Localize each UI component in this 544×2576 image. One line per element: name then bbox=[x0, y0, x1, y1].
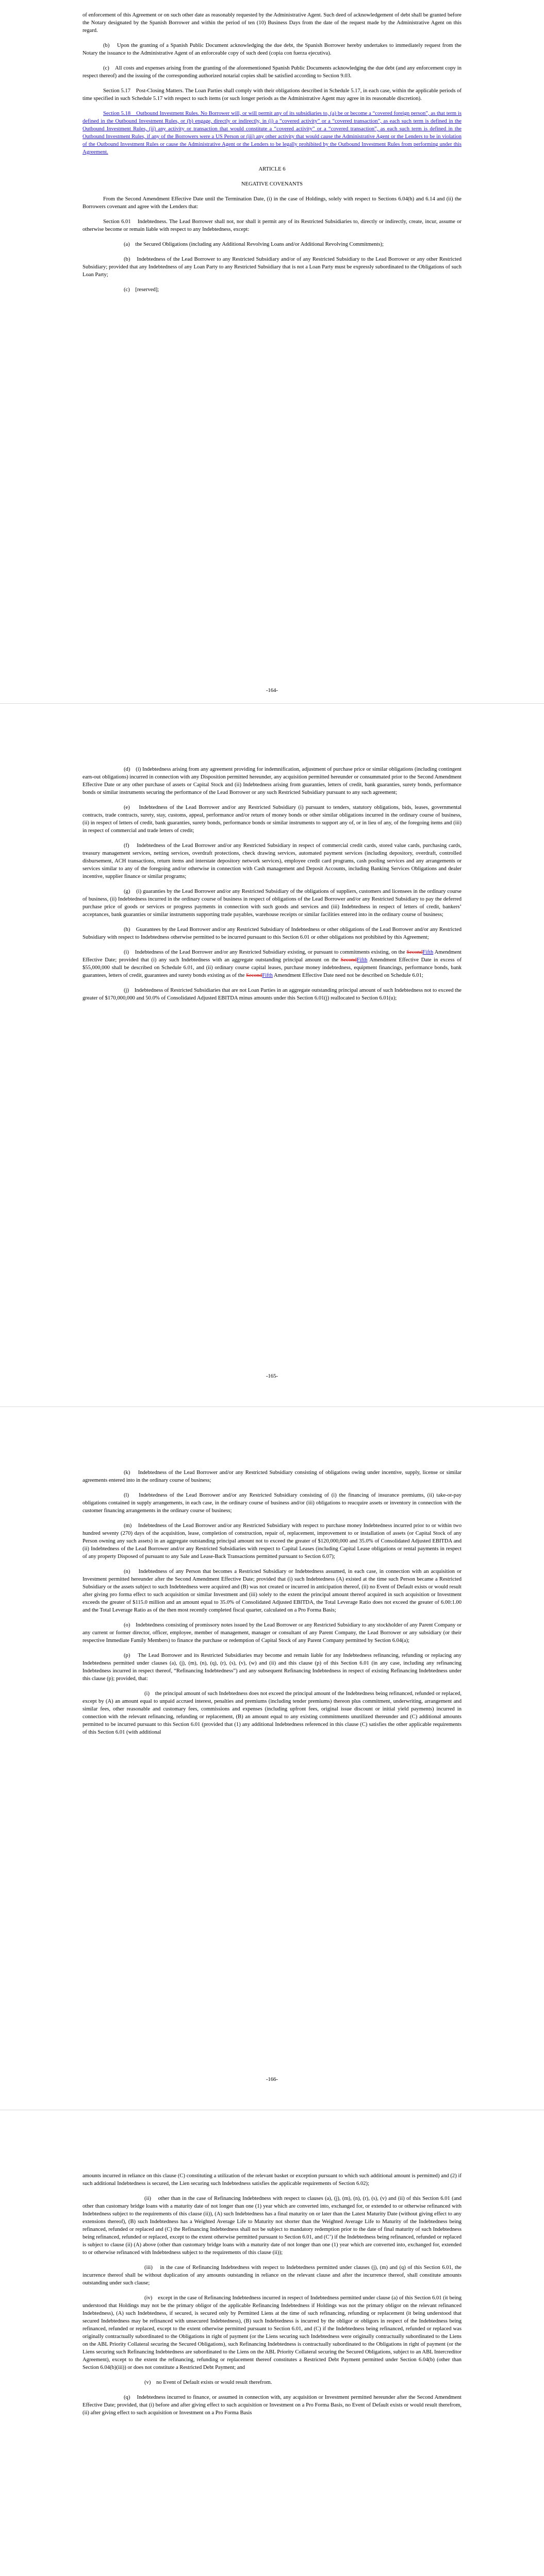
clause-6-01-p-v: (v) no Event of Default exists or would result therefrom. bbox=[144, 2380, 272, 2385]
section-5-17: Section 5.17 Post-Closing Matters. The Loan Parties shall comply with their obligations described in Schedule 5.17, in each case, within the applicable periods of time specified in such Schedule 5.17 with respect to such items (or such longer periods as the Administrative Agent may agree in its reasonable discretion). bbox=[83, 88, 461, 101]
clause-6-01-c: (c) [reserved]; bbox=[124, 287, 159, 293]
paragraph-b: (b) Upon the granting of a Spanish Public Document acknowledging the due debt, the Spanish Borrower hereby undertakes to immediately request from the Notary the issuance to the Administrative Agent of an enforceable copy of such deed (copia con fuerza ejecutiva). bbox=[83, 43, 461, 56]
clause-6-01-a: (a) the Secured Obligations (including any Additional Revolving Loans and/or Additional Revolving Commitments); bbox=[124, 242, 384, 247]
clause-6-01-p-i: (i) the principal amount of such Indebtedness does not exceed the principal amount of the Indebtedness being refinanced, refunded or replaced, except by (A) an amount equal to unpaid accrued interest, penalties and premiums (including tender premiums) thereon plus commitment, underwriting, arrangement and similar fees, other reasonable and customary fees, commissions and expenses (including upfront fees, original issue discount or initial yield payments) incurred in connection with the relevant refinancing, refunding or replacement, (B) an amount equal to any existing commitments unutilized thereunder and (C) additional amounts permitted to be incurred pursuant to this Section 6.01 (provided that (1) any additional Indebtedness referenced in this clause (C) satisfies the other applicable requirements of this Section 6.01 (with additional bbox=[83, 1691, 461, 1735]
article-heading: ARTICLE 6 bbox=[258, 166, 286, 172]
clause-6-01-l: (l) Indebtedness of the Lead Borrower and/or any Restricted Subsidiary consisting of (i) the financing of insurance premiums, (ii) take-or-pay obligations contained in supply arrangements, in each case, in the ordinary course of business and/or (iii) obligations to reacquire assets or inventory in connection with the customer financing arrangements in the ordinary course of business; bbox=[83, 1493, 461, 1514]
page-number: -164- bbox=[266, 688, 278, 693]
paragraph-deed-acknowledgement: of enforcement of this Agreement or on such other date as reasonably requested by the Administrative Agent. Such deed of acknowledgement of debt shall be granted before the Notary designated by the Spanish Borrower and within the period of ten (10) Business Days from the date of the request made by the Administrative Agent on this regard. bbox=[83, 12, 461, 33]
inserted-text: Fifth bbox=[262, 973, 273, 978]
clause-6-01-e: (e) Indebtedness of the Lead Borrower and/or any Restricted Subsidiary (i) pursuant to tenders, statutory obligations, bids, leases, governmental contracts, trade contracts, surety, stay, customs, appeal, performance and/or return of money bonds or other similar obligations incurred in the ordinary course of business, (ii) in respect of letters of credit, bank guaranties, surety bonds, performance bonds or similar instruments to support any of, or in lieu of any, of the foregoing items and (iii) in respect of commercial and trade letters of credit; bbox=[83, 805, 461, 834]
clause-6-01-o: (o) Indebtedness consisting of promissory notes issued by the Lead Borrower or any Restricted Subsidiary to any stockholder of any Parent Company or any current or former director, officer, employee, member of management, manager or consultant of any Parent Company, the Lead Borrower or any subsidiary (or their respective Immediate Family Members) to finance the purchase or redemption of Capital Stock of any Parent Company permitted by Section 6.04(a); bbox=[83, 1622, 461, 1643]
deleted-text: Second bbox=[246, 973, 262, 978]
clause-6-01-h: (h) Guarantees by the Lead Borrower and/or any Restricted Subsidiary of Indebtedness or other obligations of the Lead Borrower and/or any Restricted Subsidiary with respect to Indebtedness otherwise permitted to be incurred pursuant to this Section 6.01 or other obligations not prohibited by this Agreement; bbox=[83, 927, 461, 940]
clause-6-01-g: (g) (i) guaranties by the Lead Borrower and/or any Restricted Subsidiary of the obligations of suppliers, customers and licensees in the ordinary course of business, (ii) Indebtedness incurred in the ordinary course of business in respect of obligations of the Lead Borrower and/or any Restricted Subsidiary to pay the deferred purchase price of goods or services or progress payments in connection with such goods and services and (iii) Indebtedness in respect of letters of credit, bankers’ acceptances, bank guaranties or similar instruments supporting trade payables, warehouse receipts or similar facilities entered into in the ordinary course of business; bbox=[83, 889, 461, 918]
clause-6-01-q: (q) Indebtedness incurred to finance, or assumed in connection with, any acquisition or Investment permitted hereunder after the Second Amendment Effective Date; provided, that (i) before and after giving effect to such acquisition or Investment on a Pro Forma Basis, no Event of Default exists or would result therefrom, (ii) after giving effect to such acquisition or Investment on a Pro Forma Basis bbox=[83, 2395, 461, 2416]
clause-6-01-p: (p) The Lead Borrower and its Restricted Subsidiaries may become and remain liable for any Indebtedness refinancing, refunding or replacing any Indebtedness permitted under clauses (a), (j), (m), (n), (q), (r), (s), (v), (w) and (ii) and this clause (p) of this Section 6.01 (in any case, including any refinancing Indebtedness incurred in respect thereof, “Refinancing Indebtedness”) and any subsequent Refinancing Indebtedness in respect of existing Refinancing Indebtedness under this clause (p); provided, that: bbox=[83, 1653, 461, 1682]
clause-6-01-p-ii: (ii) other than in the case of Refinancing Indebtedness with respect to clauses (a), (j), (m), (n), (r), (s), (v) and (ii) of this Section 6.01 (and other than customary bridge loans with a maturity date of not longer than one (1) year which are converted into, exchanged for, or extended to or otherwise refinanced with Indebtedness subject to the requirements of this clause (ii)), (A) such Indebtedness has a final maturity on or later than the Latest Maturity Date (without giving effect to any extensions thereof), (B) such Indebtedness has a Weighted Average Life to Maturity not shorter than the Weighted Average Life to Maturity of the Indebtedness being refinanced, refunded or replaced and (C) the Refinancing Indebtedness shall not be subject to mandatory redemption prior to the date of final maturity of such Indebtedness being refinanced, refunded or replaced, except to the extent otherwise permitted pursuant to Section 6.01, and (C’) if the Indebtedness being refinanced, refunded or replaced is subject to clause (ii) (A) above (other than customary bridge loans with a maturity date of not longer than one (1) year which are converted into, exchanged for, extended to or otherwise refinanced with Indebtedness subject to the requirements of this clause (ii)); bbox=[83, 2196, 461, 2256]
clause-continuation: amounts incurred in reliance on this clause (C) constituting a utilization of the relevant basket or exception pursuant to which such additional amount is permitted) and (2) if such additional Indebtedness is secured, the Lien securing such Indebtedness satisfies the applicable requirements of Section 6.02); bbox=[83, 2173, 461, 2187]
clause-6-01-m: (m) Indebtedness of the Lead Borrower and/or any Restricted Subsidiary with respect to purchase money Indebtedness incurred prior to or within two hundred seventy (270) days of the acquisition, lease, completion of construction, repair of, replacement, improvement to or installation of assets (or Capital Stock of any Person owning any such assets) in an aggregate outstanding principal amount not to exceed the greater of $120,000,000 and 35.0% of Consolidated Adjusted EBITDA and (ii) Indebtedness of the Lead Borrower and/or any Restricted Subsidiaries with respect to Capital Leases (including Capital Lease obligations or rental payments in respect of any property Disposed of pursuant to any Sale and Lease-Back Transactions permitted pursuant to Section 6.07); bbox=[83, 1523, 461, 1560]
clause-6-01-p-iii: (iii) in the case of Refinancing Indebtedness with respect to Indebtedness permitted under clauses (j), (m) and (q) of this Section 6.01, the incurrence thereof shall be without duplication of any amounts outstanding in reliance on the relevant clause and after the incurrence thereof, shall constitute amounts outstanding under such clause; bbox=[83, 2265, 461, 2286]
inserted-text: Fifth bbox=[356, 957, 368, 963]
document-page bbox=[0, 0, 544, 703]
clause-6-01-f: (f) Indebtedness of the Lead Borrower and/or any Restricted Subsidiary in respect of commercial credit cards, stored value cards, purchasing cards, treasury management services, netting services, overdraft protections, check drawing services, automated payment services (including depository, overdraft, controlled disbursement, ACH transactions, return items and interstate depository network services), employee credit card programs, cash pooling services and any arrangements or services similar to any of the foregoing and/or otherwise in connection with Cash management and Deposit Accounts, including Banking Services Obligations and dealer incentive, supplier finance or similar programs; bbox=[83, 843, 461, 879]
article-intro: From the Second Amendment Effective Date until the Termination Date, (i) in the case of Holdings, solely with respect to Sections 6.04(h) and 6.14 and (ii) the Borrowers covenant and agree with the Lenders that: bbox=[83, 196, 461, 210]
deleted-text: Second bbox=[406, 950, 423, 955]
clause-6-01-d: (d) (i) Indebtedness arising from any agreement providing for indemnification, adjustment of purchase price or similar obligations (including contingent earn-out obligations) incurred in connection with any Disposition permitted hereunder, any acquisition permitted hereunder or consummated prior to the Second Amendment Effective Date or any other purchase of assets or Capital Stock and (ii) Indebtedness arising from guaranties, letters of credit, bank guaranties, surety bonds, performance bonds or similar instruments securing the performance of the Lead Borrower or any such Restricted Subsidiary pursuant to any such agreement; bbox=[83, 767, 461, 795]
clause-6-01-j: (j) Indebtedness of Restricted Subsidiaries that are not Loan Parties in an aggregate outstanding principal amount of such Indebtedness not to exceed the greater of $170,000,000 and 50.0% of Consolidated Adjusted EBITDA minus amounts under this Section 6.01(j) reallocated to Section 6.01(u); bbox=[83, 988, 461, 1001]
clause-6-01-b: (b) Indebtedness of the Lead Borrower to any Restricted Subsidiary and/or of any Restricted Subsidiary to the Lead Borrower or any other Restricted Subsidiary; provided that any Indebtedness of any Loan Party to any Restricted Subsidiary that is not a Loan Party must be expressly subordinated to the Obligations of such Loan Party; bbox=[83, 257, 461, 278]
document-page bbox=[0, 2110, 544, 2576]
section-5-18-inserted: Section 5.18 Outbound Investment Rules. No Borrower will, or will permit any of its subsidiaries to, (a) be or become a “covered foreign person”, as that term is defined in the Outbound Investment Rules, or (b) engage, directly or indirectly, in (i) a “covered activity” or a “covered transaction”, as each such term is defined in the Outbound Investment Rules, (ii) any activity or transaction that would constitute a “covered activity” or a “covered transaction”, as each such term is defined in the Outbound Investment Rules, if any of the Borrowers were a US Person or (iii) any other activity that would cause the Administrative Agent or the Lenders to be in violation of the Outbound Investment Rules or cause the Administrative Agent or the Lenders to be legally prohibited by the Outbound Investment Rules from performing under this Agreement. bbox=[83, 111, 461, 155]
section-6-01: Section 6.01 Indebtedness. The Lead Borrower shall not, nor shall it permit any of its Restricted Subsidiaries to, directly or indirectly, create, incur, assume or otherwise become or remain liable with respect to any Indebtedness, except: bbox=[83, 219, 461, 232]
clause-6-01-p-iv: (iv) except in the case of Refinancing Indebtedness incurred in respect of Indebtedness permitted under clause (a) of this Section 6.01 (it being understood that Holdings may not be the primary obligor of the applicable Refinancing Indebtedness if Holdings was not the primary obligor on the relevant refinanced Indebtedness), (A) such Indebtedness, if secured, is secured only by Permitted Liens at the time of such refinancing, refunding or replacement (it being understood that secured Indebtedness may be refinanced with unsecured Indebtedness), (B) such Indebtedness is incurred by the obligor or obligors in respect of the Indebtedness being refinanced, refunded or replaced, except to the extent otherwise permitted pursuant to Section 6.01, and (C) if the Indebtedness being refinanced, refunded or replaced was originally contractually subordinated to the Obligations in right of payment (or the Liens securing such Indebtedness were originally contractually subordinated to the Liens on the ABL Priority Collateral securing the Secured Obligations), such Refinancing Indebtedness is contractually subordinated to the Obligations in right of payment (or the Liens securing such Refinancing Indebtedness are subordinated to the Liens on the ABL Priority Collateral securing the Secured Obligations, subject to an ABL Intercreditor Agreement), except to the extent the refinancing, refunding or replacement thereof constitutes a Restricted Debt Payment permitted under Section 6.04(b) (other than Section 6.04(b)(iii)) or does not constitute a Restricted Debt Payment; and bbox=[83, 2295, 461, 2370]
clause-6-01-i: (i) Indebtedness of the Lead Borrower and/or any Restricted Subsidiary existing, or pursuant to commitments existing, on the SecondFifth Amendment Effective Date; provided that (i) any such Indebtedness with an aggregate outstanding principal amount on the SecondFifth Amendment Effective Date in excess of $55,000,000 shall be described on Schedule 6.01, and (ii) ordinary course capital leases, purchase money indebtedness, equipment financings, performance bonds, bank guarantees, letters of credit, guarantees and surety bonds existing as of the SecondFifth Amendment Effective Date need not be described on Schedule 6.01; bbox=[83, 950, 461, 978]
inserted-text: Fifth bbox=[422, 950, 434, 955]
article-title: NEGATIVE COVENANTS bbox=[241, 181, 303, 187]
document-page bbox=[0, 704, 544, 1406]
document-page bbox=[0, 1407, 544, 2110]
clause-6-01-k: (k) Indebtedness of the Lead Borrower and/or any Restricted Subsidiary consisting of obligations owing under incentive, supply, license or similar agreements entered into in the ordinary course of business; bbox=[83, 1470, 461, 1483]
clause-6-01-n: (n) Indebtedness of any Person that becomes a Restricted Subsidiary or Indebtedness assumed, in each case, in connection with an acquisition or Investment permitted hereunder after the Second Amendment Effective Date; provided that (i) such Indebtedness (A) existed at the time such Person became a Restricted Subsidiary or the assets subject to such Indebtedness were acquired and (B) was not created or incurred in anticipation thereof, (ii) no Event of Default exists or would result after giving pro forma effect to such acquisition or similar Investment and (iii) solely to the extent the principal amount thereof acquired in such acquisition or Investment exceeds the greater of $115.0 million and an amount equal to 35.0% of Consolidated Adjusted EBITDA, the Total Leverage Ratio does not exceed the greater of 6.00:1.00 and the Total Leverage Ratio as of the then most recently completed fiscal quarter, calculated on a Pro Forma Basis; bbox=[83, 1569, 461, 1613]
page-number: -165- bbox=[266, 1374, 278, 1379]
page-number: -166- bbox=[266, 2077, 278, 2082]
deleted-text: Second bbox=[340, 957, 357, 963]
paragraph-c: (c) All costs and expenses arising from the granting of the aforementioned Spanish Public Documents acknowledging the due debt (and any enforcement copy in respect thereof) and the issuing of the corresponding authorized notarial copies shall be satisfied according to Section 9.03. bbox=[83, 65, 461, 79]
